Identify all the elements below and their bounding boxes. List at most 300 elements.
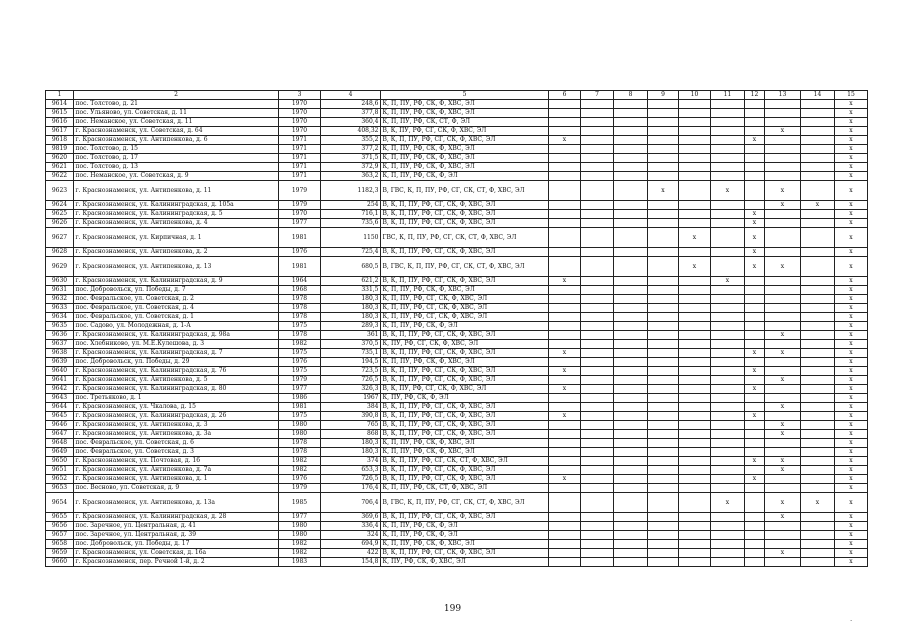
cell-mark-col-8 — [614, 367, 648, 376]
cell-mark-col-15: x — [835, 304, 868, 313]
cell-area: 331,5 — [321, 286, 381, 295]
cell-number: 9655 — [46, 513, 74, 522]
cell-mark-col-7 — [581, 219, 614, 228]
cell-mark-col-8 — [614, 522, 648, 531]
cell-mark-col-7 — [581, 172, 614, 181]
cell-mark-col-9 — [648, 304, 679, 313]
cell-mark-col-10 — [679, 522, 711, 531]
cell-mark-col-11 — [711, 154, 745, 163]
cell-mark-col-9 — [648, 457, 679, 466]
cell-area: 180,3 — [321, 295, 381, 304]
cell-area: 735,1 — [321, 349, 381, 358]
cell-address: г. Краснознаменск, ул. Калининградская, д. 26 — [74, 412, 279, 421]
cell-mark-col-13 — [765, 313, 801, 322]
cell-address: пос. Добровольск, ул. Победы, д. 17 — [74, 540, 279, 549]
cell-year: 1971 — [279, 136, 321, 145]
cell-year: 1981 — [279, 228, 321, 248]
cell-number: 9622 — [46, 172, 74, 181]
cell-mark-col-15: x — [835, 154, 868, 163]
cell-services: К, П, ПУ, РФ, СК, Ф, ХВС, ЭЛ — [381, 145, 549, 154]
cell-services: К, П, ПУ, РФ, СК, Ф, ЭЛ — [381, 172, 549, 181]
cell-mark-col-10 — [679, 540, 711, 549]
cell-mark-col-11: x — [711, 181, 745, 201]
cell-mark-col-14 — [801, 412, 835, 421]
cell-mark-col-7 — [581, 181, 614, 201]
cell-mark-col-9 — [648, 163, 679, 172]
cell-mark-col-13 — [765, 109, 801, 118]
table-row — [46, 295, 868, 304]
cell-mark-col-8 — [614, 403, 648, 412]
cell-mark-col-12: x — [745, 257, 765, 277]
cell-year: 1978 — [279, 331, 321, 340]
cell-mark-col-7 — [581, 457, 614, 466]
cell-mark-col-15: x — [835, 513, 868, 522]
table-row — [46, 277, 868, 286]
cell-mark-col-11 — [711, 522, 745, 531]
cell-mark-col-11: x — [711, 493, 745, 513]
cell-mark-col-8 — [614, 412, 648, 421]
cell-mark-col-11 — [711, 466, 745, 475]
cell-number: 9638 — [46, 349, 74, 358]
cell-area: 384 — [321, 403, 381, 412]
cell-mark-col-15: x — [835, 376, 868, 385]
cell-mark-col-9 — [648, 349, 679, 358]
cell-mark-col-10 — [679, 376, 711, 385]
cell-mark-col-14 — [801, 100, 835, 109]
table-row — [46, 484, 868, 493]
cell-mark-col-13 — [765, 412, 801, 421]
cell-mark-col-15: x — [835, 412, 868, 421]
cell-mark-col-15: x — [835, 219, 868, 228]
cell-mark-col-7 — [581, 304, 614, 313]
cell-mark-col-8 — [614, 304, 648, 313]
cell-mark-col-12 — [745, 403, 765, 412]
cell-mark-col-13: x — [765, 421, 801, 430]
cell-mark-col-12 — [745, 376, 765, 385]
cell-year: 1982 — [279, 466, 321, 475]
cell-mark-col-8 — [614, 331, 648, 340]
cell-mark-col-12 — [745, 172, 765, 181]
cell-number: 9627 — [46, 228, 74, 248]
cell-address: пос. Февральское, ул. Советская, д. 6 — [74, 439, 279, 448]
cell-mark-col-8 — [614, 118, 648, 127]
cell-mark-col-8 — [614, 154, 648, 163]
cell-mark-col-6 — [549, 513, 581, 522]
cell-mark-col-11 — [711, 448, 745, 457]
cell-year: 1979 — [279, 484, 321, 493]
cell-mark-col-15: x — [835, 457, 868, 466]
cell-address: г. Краснознаменск, ул. Калининградская, д. 7 — [74, 349, 279, 358]
cell-mark-col-7 — [581, 531, 614, 540]
cell-mark-col-11 — [711, 313, 745, 322]
cell-address: г. Краснознаменск, ул. Антипенкова, д. 3 — [74, 421, 279, 430]
cell-mark-col-12: x — [745, 412, 765, 421]
cell-mark-col-8 — [614, 322, 648, 331]
cell-area: 1967 — [321, 394, 381, 403]
table-row — [46, 181, 868, 201]
cell-area: 326,3 — [321, 385, 381, 394]
cell-mark-col-14 — [801, 228, 835, 248]
cell-address: г. Краснознаменск, ул. Кирпичная, д. 1 — [74, 228, 279, 248]
cell-mark-col-9: x — [648, 181, 679, 201]
cell-mark-col-6: x — [549, 412, 581, 421]
cell-mark-col-6 — [549, 522, 581, 531]
column-header-8: 8 — [614, 91, 648, 100]
table-row — [46, 163, 868, 172]
cell-mark-col-9 — [648, 210, 679, 219]
cell-mark-col-6 — [549, 484, 581, 493]
table-body — [46, 100, 868, 567]
cell-mark-col-9 — [648, 136, 679, 145]
cell-mark-col-8 — [614, 201, 648, 210]
page-number: 199 — [443, 604, 462, 614]
cell-mark-col-6 — [549, 340, 581, 349]
cell-address: г. Краснознаменск, ул. Калининградская, д. 76 — [74, 367, 279, 376]
cell-mark-col-12: x — [745, 210, 765, 219]
cell-mark-col-11 — [711, 421, 745, 430]
cell-year: 1964 — [279, 277, 321, 286]
cell-area: 680,5 — [321, 257, 381, 277]
cell-mark-col-15: x — [835, 430, 868, 439]
cell-address: пос. Добровольск, ул. Победы, д. 29 — [74, 358, 279, 367]
cell-mark-col-6 — [549, 163, 581, 172]
cell-mark-col-12: x — [745, 136, 765, 145]
cell-mark-col-6 — [549, 313, 581, 322]
column-header-14: 14 — [801, 91, 835, 100]
cell-number: 9644 — [46, 403, 74, 412]
column-header-5: 5 — [381, 91, 549, 100]
cell-mark-col-12 — [745, 439, 765, 448]
cell-mark-col-15: x — [835, 136, 868, 145]
cell-mark-col-9 — [648, 358, 679, 367]
cell-mark-col-15: x — [835, 286, 868, 295]
cell-services: В, К, П, ПУ, РФ, СГ, СК, СТ, Ф, ХВС, ЭЛ — [381, 457, 549, 466]
cell-year: 1970 — [279, 109, 321, 118]
cell-area: 716,1 — [321, 210, 381, 219]
cell-year: 1980 — [279, 522, 321, 531]
cell-mark-col-7 — [581, 154, 614, 163]
cell-year: 1978 — [279, 439, 321, 448]
cell-services: В, К, П, ПУ, РФ, СГ, СК, Ф, ХВС, ЭЛ — [381, 513, 549, 522]
cell-mark-col-12 — [745, 286, 765, 295]
cell-number: 9635 — [46, 322, 74, 331]
cell-address: пос. Февральское, ул. Советская, д. 1 — [74, 313, 279, 322]
cell-area: 180,3 — [321, 304, 381, 313]
cell-mark-col-8 — [614, 457, 648, 466]
cell-mark-col-10 — [679, 304, 711, 313]
cell-mark-col-12 — [745, 109, 765, 118]
table-header — [46, 91, 868, 100]
cell-mark-col-14: x — [801, 493, 835, 513]
table-row — [46, 322, 868, 331]
cell-mark-col-6 — [549, 421, 581, 430]
cell-mark-col-10 — [679, 295, 711, 304]
cell-area: 377,8 — [321, 109, 381, 118]
table-row — [46, 549, 868, 558]
cell-number: 9640 — [46, 367, 74, 376]
cell-mark-col-13 — [765, 172, 801, 181]
cell-mark-col-9 — [648, 421, 679, 430]
cell-mark-col-9 — [648, 376, 679, 385]
cell-mark-col-6 — [549, 448, 581, 457]
cell-mark-col-14 — [801, 322, 835, 331]
cell-number: 9617 — [46, 127, 74, 136]
cell-mark-col-13 — [765, 154, 801, 163]
cell-address: г. Краснознаменск, ул. Калининградская, д. 28 — [74, 513, 279, 522]
cell-mark-col-13: x — [765, 549, 801, 558]
cell-mark-col-8 — [614, 466, 648, 475]
cell-mark-col-14 — [801, 439, 835, 448]
cell-services: В, К, ПУ, РФ, СГ, СК, Ф, ХВС, ЭЛ — [381, 127, 549, 136]
cell-address: пос. Толстово, д. 17 — [74, 154, 279, 163]
cell-services: К, П, ПУ, РФ, СК, Ф, ХВС, ЭЛ — [381, 358, 549, 367]
cell-services: К, П, ПУ, РФ, СК, Ф, ХВС, ЭЛ — [381, 448, 549, 457]
cell-services: К, П, ПУ, РФ, СК, Ф, ХВС, ЭЛ — [381, 286, 549, 295]
cell-mark-col-7 — [581, 118, 614, 127]
cell-year: 1976 — [279, 475, 321, 484]
cell-mark-col-6 — [549, 549, 581, 558]
table-row — [46, 136, 868, 145]
table-row — [46, 421, 868, 430]
cell-number: 9614 — [46, 100, 74, 109]
cell-mark-col-7 — [581, 430, 614, 439]
cell-mark-col-15: x — [835, 277, 868, 286]
cell-mark-col-15: x — [835, 127, 868, 136]
cell-area: 374 — [321, 457, 381, 466]
cell-mark-col-8 — [614, 163, 648, 172]
cell-mark-col-14 — [801, 466, 835, 475]
cell-number: 9632 — [46, 295, 74, 304]
cell-address: г. Краснознаменск, ул. Чкалова, д. 15 — [74, 403, 279, 412]
cell-mark-col-15: x — [835, 531, 868, 540]
cell-mark-col-9 — [648, 154, 679, 163]
cell-mark-col-8 — [614, 421, 648, 430]
table-row — [46, 439, 868, 448]
cell-mark-col-11 — [711, 136, 745, 145]
cell-services: В, К, П, ПУ, РФ, СГ, СК, Ф, ХВС, ЭЛ — [381, 201, 549, 210]
cell-mark-col-8 — [614, 484, 648, 493]
cell-mark-col-6 — [549, 219, 581, 228]
table-row — [46, 558, 868, 567]
cell-mark-col-14 — [801, 340, 835, 349]
cell-mark-col-15: x — [835, 163, 868, 172]
cell-services: К, П, ПУ, РФ, СК, Ф, ХВС, ЭЛ — [381, 109, 549, 118]
cell-mark-col-7 — [581, 522, 614, 531]
cell-services: К, ПУ, РФ, СК, Ф, ЭЛ — [381, 394, 549, 403]
cell-mark-col-7 — [581, 277, 614, 286]
column-header-4: 4 — [321, 91, 381, 100]
cell-mark-col-13 — [765, 522, 801, 531]
cell-number: 9624 — [46, 201, 74, 210]
cell-mark-col-6 — [549, 331, 581, 340]
cell-number: 9649 — [46, 448, 74, 457]
cell-mark-col-11 — [711, 145, 745, 154]
cell-mark-col-13: x — [765, 493, 801, 513]
cell-year: 1970 — [279, 210, 321, 219]
cell-mark-col-6 — [549, 154, 581, 163]
cell-area: 360,4 — [321, 118, 381, 127]
cell-mark-col-12 — [745, 466, 765, 475]
cell-mark-col-7 — [581, 127, 614, 136]
cell-number: 9658 — [46, 540, 74, 549]
cell-mark-col-12 — [745, 394, 765, 403]
cell-mark-col-7 — [581, 331, 614, 340]
cell-number: 9648 — [46, 439, 74, 448]
cell-mark-col-10 — [679, 457, 711, 466]
cell-mark-col-11 — [711, 219, 745, 228]
cell-services: В, К, П, ПУ, РФ, СГ, СК, Ф, ХВС, ЭЛ — [381, 349, 549, 358]
cell-mark-col-14 — [801, 475, 835, 484]
cell-mark-col-12 — [745, 448, 765, 457]
cell-mark-col-14 — [801, 484, 835, 493]
cell-mark-col-10 — [679, 219, 711, 228]
cell-mark-col-15: x — [835, 295, 868, 304]
cell-mark-col-6 — [549, 493, 581, 513]
column-header-7: 7 — [581, 91, 614, 100]
cell-mark-col-9 — [648, 385, 679, 394]
cell-mark-col-10 — [679, 172, 711, 181]
cell-address: г. Краснознаменск, ул. Антипенкова, д. 7а — [74, 466, 279, 475]
cell-year: 1982 — [279, 540, 321, 549]
cell-mark-col-10 — [679, 448, 711, 457]
cell-services: К, П, ПУ, РФ, СК, Ф, ХВС, ЭЛ — [381, 154, 549, 163]
cell-address: г. Краснознаменск, ул. Советская, д. 64 — [74, 127, 279, 136]
cell-mark-col-14 — [801, 522, 835, 531]
cell-mark-col-11 — [711, 549, 745, 558]
cell-mark-col-14 — [801, 136, 835, 145]
table-row — [46, 376, 868, 385]
cell-number: 9628 — [46, 248, 74, 257]
cell-mark-col-15: x — [835, 558, 868, 567]
cell-area: 289,3 — [321, 322, 381, 331]
cell-area: 248,6 — [321, 100, 381, 109]
cell-area: 324 — [321, 531, 381, 540]
cell-mark-col-14 — [801, 549, 835, 558]
cell-area: 694,9 — [321, 540, 381, 549]
cell-mark-col-10 — [679, 313, 711, 322]
cell-mark-col-7 — [581, 349, 614, 358]
cell-mark-col-8 — [614, 277, 648, 286]
column-header-1: 1 — [46, 91, 74, 100]
cell-mark-col-13 — [765, 358, 801, 367]
table-row — [46, 172, 868, 181]
column-header-12: 12 — [745, 91, 765, 100]
cell-mark-col-7 — [581, 145, 614, 154]
cell-number: 9652 — [46, 475, 74, 484]
cell-address: пос. Садово, ул. Молодежная, д. 1-А — [74, 322, 279, 331]
cell-mark-col-12 — [745, 154, 765, 163]
cell-mark-col-14 — [801, 421, 835, 430]
cell-address: г. Краснознаменск, ул. Антипенкова, д. 13а — [74, 493, 279, 513]
cell-mark-col-7 — [581, 513, 614, 522]
cell-services: К, П, ПУ, РФ, СК, Ф, ХВС, ЭЛ — [381, 540, 549, 549]
cell-mark-col-14 — [801, 295, 835, 304]
cell-year: 1971 — [279, 145, 321, 154]
cell-mark-col-9 — [648, 295, 679, 304]
cell-mark-col-11 — [711, 376, 745, 385]
cell-mark-col-10 — [679, 127, 711, 136]
cell-mark-col-12 — [745, 484, 765, 493]
cell-mark-col-13: x — [765, 349, 801, 358]
cell-area: 765 — [321, 421, 381, 430]
cell-area: 377,2 — [321, 145, 381, 154]
cell-mark-col-8 — [614, 493, 648, 513]
cell-mark-col-8 — [614, 340, 648, 349]
cell-mark-col-14 — [801, 430, 835, 439]
cell-mark-col-10 — [679, 475, 711, 484]
cell-year: 1983 — [279, 558, 321, 567]
cell-mark-col-14 — [801, 257, 835, 277]
cell-mark-col-12: x — [745, 367, 765, 376]
cell-year: 1977 — [279, 219, 321, 228]
cell-mark-col-15: x — [835, 385, 868, 394]
cell-mark-col-11 — [711, 558, 745, 567]
cell-year: 1970 — [279, 100, 321, 109]
cell-address: г. Краснознаменск, ул. Антипенкова, д. 5 — [74, 376, 279, 385]
cell-number: 9650 — [46, 457, 74, 466]
cell-mark-col-14 — [801, 219, 835, 228]
cell-mark-col-11 — [711, 127, 745, 136]
cell-mark-col-6 — [549, 531, 581, 540]
table-row — [46, 475, 868, 484]
cell-mark-col-6 — [549, 304, 581, 313]
table-row — [46, 430, 868, 439]
table-row — [46, 412, 868, 421]
cell-mark-col-12 — [745, 358, 765, 367]
cell-mark-col-7 — [581, 210, 614, 219]
cell-mark-col-14 — [801, 210, 835, 219]
cell-address: г. Краснознаменск, ул. Антипенкова, д. 11 — [74, 181, 279, 201]
cell-mark-col-9 — [648, 340, 679, 349]
cell-mark-col-13 — [765, 385, 801, 394]
cell-mark-col-7 — [581, 475, 614, 484]
cell-number: 9625 — [46, 210, 74, 219]
cell-number: 9646 — [46, 421, 74, 430]
cell-mark-col-8 — [614, 210, 648, 219]
cell-area: 390,8 — [321, 412, 381, 421]
cell-mark-col-14 — [801, 367, 835, 376]
cell-mark-col-12 — [745, 313, 765, 322]
cell-services: В, К, П, ПУ, РФ, СГ, СК, Ф, ХВС, ЭЛ — [381, 412, 549, 421]
cell-mark-col-9 — [648, 248, 679, 257]
cell-mark-col-12 — [745, 540, 765, 549]
table-row — [46, 540, 868, 549]
cell-mark-col-6 — [549, 376, 581, 385]
cell-mark-col-12 — [745, 118, 765, 127]
cell-address: пос. Февральское, ул. Советская, д. 2 — [74, 295, 279, 304]
cell-mark-col-9 — [648, 277, 679, 286]
cell-mark-col-11 — [711, 349, 745, 358]
cell-address: г. Краснознаменск, ул. Калининградская, д. 80 — [74, 385, 279, 394]
cell-area: 254 — [321, 201, 381, 210]
cell-mark-col-9 — [648, 172, 679, 181]
cell-mark-col-14 — [801, 163, 835, 172]
cell-mark-col-12: x — [745, 219, 765, 228]
cell-mark-col-7 — [581, 394, 614, 403]
table-row — [46, 154, 868, 163]
cell-year: 1975 — [279, 412, 321, 421]
cell-mark-col-13: x — [765, 127, 801, 136]
cell-mark-col-9 — [648, 145, 679, 154]
cell-mark-col-14 — [801, 127, 835, 136]
cell-number: 9653 — [46, 484, 74, 493]
cell-mark-col-13 — [765, 531, 801, 540]
cell-mark-col-12 — [745, 304, 765, 313]
cell-mark-col-8 — [614, 448, 648, 457]
cell-mark-col-13 — [765, 439, 801, 448]
cell-mark-col-12: x — [745, 228, 765, 248]
cell-services: В, К, П, ПУ, РФ, СГ, СК, Ф, ХВС, ЭЛ — [381, 466, 549, 475]
